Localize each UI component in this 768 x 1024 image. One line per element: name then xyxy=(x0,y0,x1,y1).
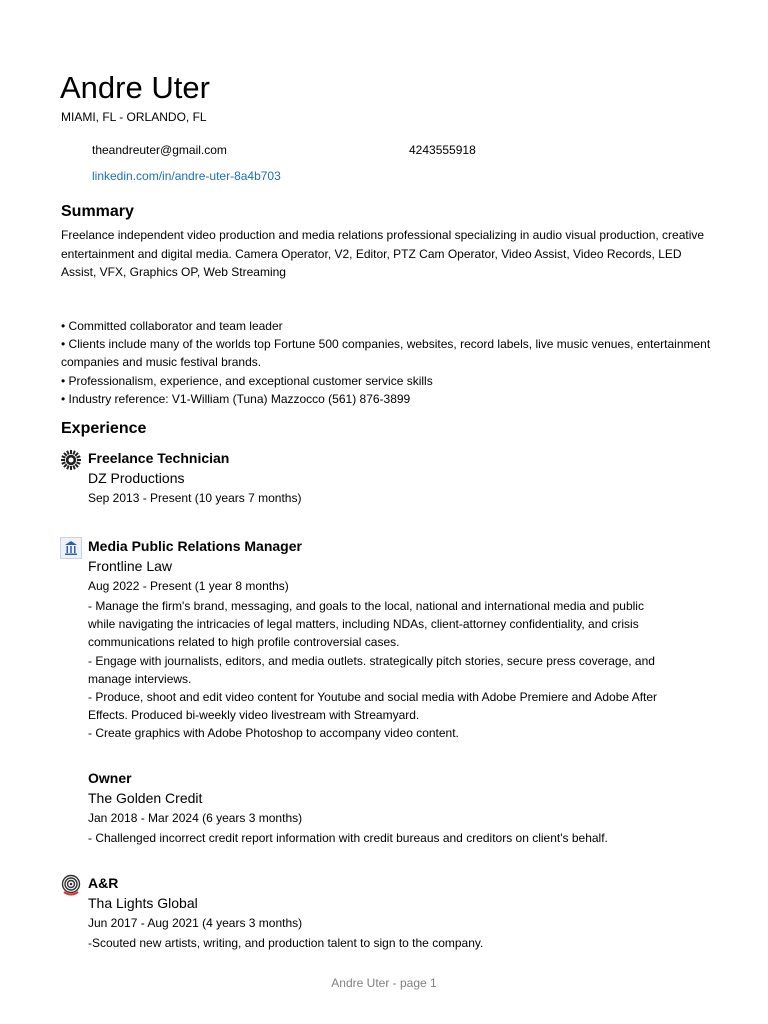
job-description-line: - Create graphics with Adobe Photoshop to accompany video content. xyxy=(88,726,459,741)
job-description-line: - Manage the firm's brand, messaging, and goals to the local, national and international media and public while navigating the intricacies of legal matters, including NDAs, client-attorney confidentiality, and crisis communications related to high profile controversial cases. xyxy=(88,599,644,650)
summary-heading: Summary xyxy=(61,203,134,220)
summary-bullet: • Professionalism, experience, and exceptional customer service skills xyxy=(61,373,433,388)
summary-text: Freelance independent video production and media relations professional specializing in audio visual production, creative entertainment and digital media. Camera Operator, V2, Editor, PTZ Cam Operator, Video Assist, Video Records, LED Assist, VFX, Graphics OP, Web Streaming xyxy=(61,228,705,279)
job-title: Freelance Technician xyxy=(88,450,230,466)
law-pillar-logo-icon xyxy=(60,537,82,559)
job-description-line: -Scouted new artists, writing, and production talent to sign to the company. xyxy=(88,936,484,950)
job-description-line: - Produce, shoot and edit video content for Youtube and social media with Adobe Premiere and Adobe After Effects. Produced bi-weekly video livestream with Streamyard. xyxy=(88,690,658,723)
gear-logo-icon xyxy=(60,449,82,471)
experience-heading: Experience xyxy=(61,420,147,437)
summary-bullet: • Industry reference: V1-William (Tuna) Mazzocco (561) 876-3899 xyxy=(61,391,411,406)
company-name: Tha Lights Global xyxy=(88,895,198,911)
job-dates: Jan 2018 - Mar 2024 (6 years 3 months) xyxy=(88,811,303,825)
concentric-rings-logo-icon xyxy=(60,874,82,896)
company-name: The Golden Credit xyxy=(88,790,203,806)
location-text: MIAMI, FL - ORLANDO, FL xyxy=(61,110,207,124)
job-title: A&R xyxy=(88,875,119,891)
job-description-list xyxy=(88,597,668,743)
company-name: Frontline Law xyxy=(88,558,173,574)
phone-text: 4243555918 xyxy=(409,143,476,157)
job-description-list xyxy=(88,934,668,952)
job-description-line: - Engage with journalists, editors, and media outlets. strategically pitch stories, secure press coverage, and manage interviews. xyxy=(88,653,655,686)
page-footer: Andre Uter - page 1 xyxy=(331,976,437,990)
job-title: Media Public Relations Manager xyxy=(88,538,302,554)
linkedin-link[interactable]: linkedin.com/in/andre-uter-8a4b703 xyxy=(92,169,281,183)
job-description-list xyxy=(88,829,668,847)
job-dates: Sep 2013 - Present (10 years 7 months) xyxy=(88,491,302,505)
job-dates: Aug 2022 - Present (1 year 8 months) xyxy=(88,579,289,593)
summary-bullet-list xyxy=(61,317,711,408)
candidate-name: Andre Uter xyxy=(60,70,210,105)
summary-bullet: • Clients include many of the worlds top Fortune 500 companies, websites, record labels, live music venues, entertainment companies and music festival brands. xyxy=(61,337,711,370)
summary-bullet: • Committed collaborator and team leader xyxy=(61,319,283,333)
company-name: DZ Productions xyxy=(88,470,185,486)
job-title: Owner xyxy=(88,770,132,786)
email-text: theandreuter@gmail.com xyxy=(92,143,227,157)
job-description-line: - Challenged incorrect credit report information with credit bureaus and creditors on client's behalf. xyxy=(88,831,608,845)
job-dates: Jun 2017 - Aug 2021 (4 years 3 months) xyxy=(88,916,303,930)
